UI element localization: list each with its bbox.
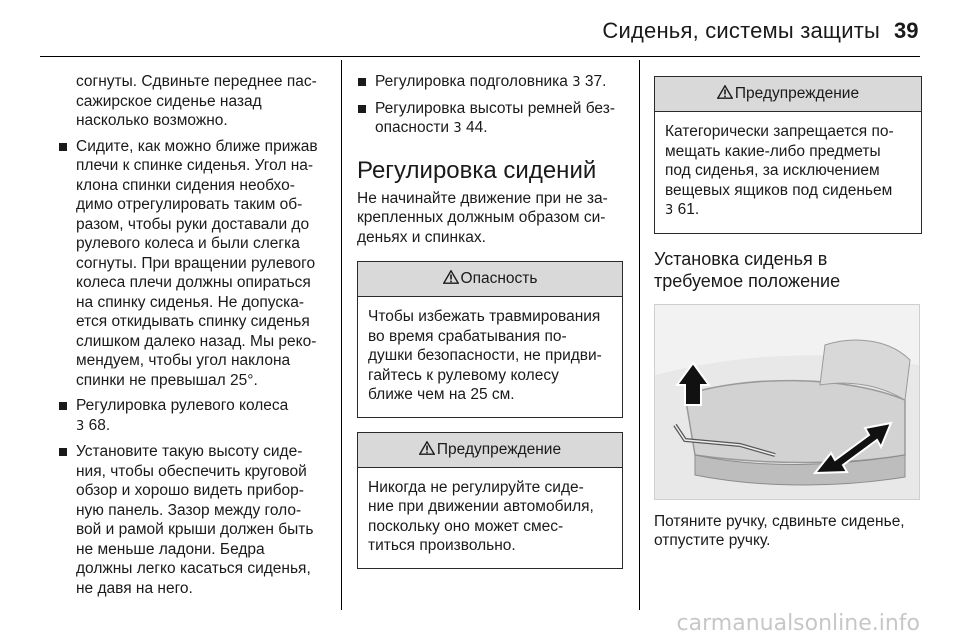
list-line: плечи к спинке сиденья. Угол на- [76, 157, 314, 174]
list-item [58, 137, 328, 391]
box-line: титься произвольно. [368, 537, 516, 554]
bullet-square [59, 402, 67, 410]
warning-box-body [358, 468, 622, 568]
list-line: рулевого колеса и были слегка [76, 235, 300, 252]
warning-box-header [655, 77, 921, 112]
list-item [58, 396, 328, 436]
warning-box [654, 76, 922, 234]
continuation-line: согнуты. Сдвиньте переднее пас- [76, 73, 317, 90]
list-item [357, 72, 623, 93]
box-line: душки безопасности, не придви- [368, 347, 602, 364]
list-line: клона спинки сидения необхо- [76, 176, 295, 194]
subsection-title-line: Установка сиденья в [654, 248, 828, 269]
caption-line: отпустите ручку. [654, 532, 771, 549]
danger-box [357, 261, 623, 418]
box-line: под сиденья, за исключением [665, 162, 880, 179]
box-line: ние при движении автомобиля, [368, 498, 594, 515]
box-line: гайтесь к рулевому колесу [368, 366, 559, 384]
list-line: опасности [375, 119, 450, 136]
continuation-line: сажирское сиденье назад [76, 92, 262, 110]
column-left [58, 72, 328, 598]
warning-box [357, 432, 623, 569]
list-line: не давя на него. [76, 579, 193, 597]
warning-triangle-icon [419, 441, 435, 455]
list-line: ется откидывать спинку сиденья [76, 313, 310, 330]
subsection-title [654, 248, 922, 292]
caption-line: Потяните ручку, сдвиньте сиденье, [654, 512, 905, 530]
list-item [357, 99, 623, 139]
list-line: спинки не превышал 25°. [76, 371, 258, 389]
page-ref-icon: 3 [453, 121, 462, 136]
list-line: Регулировка рулевого колеса [76, 397, 289, 414]
danger-box-header [358, 262, 622, 297]
bullet-square [358, 105, 366, 113]
list-line: ную панель. Зазор между голо- [76, 501, 302, 519]
list-line: димо отрегулировать таким об- [76, 196, 303, 213]
danger-box-body [358, 297, 622, 417]
column-middle [357, 72, 623, 569]
bullet-square [59, 143, 67, 151]
column-divider-1 [341, 60, 342, 610]
list-line: Регулировка подголовника [375, 73, 568, 90]
warning-box-body [655, 112, 921, 233]
bullet-square [59, 448, 67, 456]
box-line: поскольку оно может смес- [368, 517, 564, 535]
warning-box-title: Предупреждение [436, 440, 562, 458]
box-line: Категорически запрещается по- [665, 123, 894, 140]
page-ref-number: 44. [465, 119, 488, 136]
list-line: разом, чтобы руки доставали до [76, 215, 310, 233]
page-ref-number: 61. [677, 201, 700, 218]
bullet-square [358, 78, 366, 86]
page-ref-icon: 3 [572, 75, 581, 90]
list-line: слишком далеко назад. Мы реко- [76, 332, 317, 350]
seat-illustration [655, 305, 919, 499]
list-line: Установите такую высоту сиде- [76, 443, 303, 460]
cross-reference[interactable] [375, 118, 623, 139]
list-line: согнуты. При вращении рулевого [76, 254, 316, 272]
intro-line: деньях и спинках. [357, 228, 486, 246]
box-line: вещевых ящиков под сиденьем [665, 181, 893, 199]
page-ref-number: 68. [88, 416, 111, 434]
list-line: Регулировка высоты ремней без- [375, 99, 615, 117]
warning-triangle-icon [717, 85, 733, 99]
box-line: мещать какие-либо предметы [665, 142, 881, 160]
box-line: во время срабатывания по- [368, 327, 567, 345]
intro-line: крепленных должным образом си- [357, 209, 606, 226]
list-line: вой и рамой крыши должен быть [76, 521, 314, 538]
page-ref-icon: 3 [76, 418, 85, 434]
page-ref-number: 37. [584, 73, 607, 90]
box-line: ближе чем на 25 см. [368, 386, 515, 403]
warning-box-title: Предупреждение [734, 85, 860, 102]
list-line: ния, чтобы обеспечить круговой [76, 462, 307, 480]
cross-reference[interactable] [665, 200, 911, 221]
page-number: 39 [894, 18, 919, 43]
watermark: carmanualsonline.info [676, 611, 920, 636]
continuation-line: насколько возможно. [76, 112, 228, 129]
warning-triangle-icon [443, 270, 459, 284]
page-ref-icon: 3 [665, 203, 674, 218]
column-divider-2 [639, 60, 640, 610]
cross-reference[interactable] [375, 72, 623, 93]
seat-adjustment-photo [654, 304, 920, 500]
column-right [654, 76, 922, 551]
danger-box-title: Опасность [460, 270, 538, 287]
box-line: Никогда не регулируйте сиде- [368, 478, 584, 496]
box-line: Чтобы избежать травмирования [368, 308, 601, 325]
list-line: не меньше ладони. Бедра [76, 540, 265, 558]
section-title: Регулировка сидений [357, 156, 597, 184]
header-divider [40, 56, 920, 57]
running-header: Сиденья, системы защиты [602, 18, 880, 43]
cross-reference[interactable] [76, 416, 328, 437]
list-item [58, 442, 328, 598]
list-line: мендуем, чтобы угол наклона [76, 352, 291, 369]
warning-box-header [358, 433, 622, 468]
list-line: колеса плечи должны опираться [76, 274, 311, 291]
list-line: Сидите, как можно ближе прижав [76, 137, 318, 155]
list-line: на спинку сиденья. Не допуска- [76, 293, 304, 311]
intro-line: Не начинайте движение при не за- [357, 189, 608, 207]
list-line: обзор и хорошо видеть прибор- [76, 482, 304, 499]
subsection-title-line: требуемое положение [654, 270, 841, 291]
list-line: должны легко касаться сиденья, [76, 560, 311, 577]
